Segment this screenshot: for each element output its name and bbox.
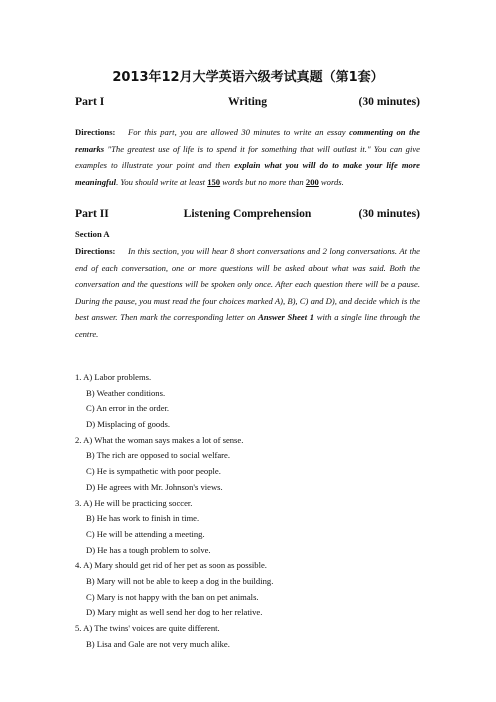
part1-directions	[75, 124, 420, 194]
dir2-text-b: with a single line through the centre.	[75, 312, 420, 339]
dir2-bold-a: Answer Sheet 1	[258, 312, 315, 323]
part1-directions-text	[75, 124, 420, 190]
option-a: A) Labor problems.	[83, 372, 152, 382]
question-number: 1.	[75, 372, 82, 382]
part1-time: (30 minutes)	[358, 95, 420, 108]
question-list	[75, 370, 420, 652]
option-a: A) He will be practicing soccer.	[83, 497, 193, 508]
question-2	[75, 433, 420, 496]
option-d: D) Mary might as well send her dog to her relative.	[86, 607, 263, 618]
dir2-text-a: In this section, you will hear 8 short conversations and 2 long conversations. At the end of each conversation, one or more questions will be asked about what was said. Both the conversation and the questions will be spoken only once. After each question there will be a pause. During the pause, you must read the four choices marked A), B), C) and D), and decide which is the best answer. Then mark the corresponding letter on	[75, 246, 420, 323]
question-5	[75, 621, 420, 652]
page-title: 2013年12月大学英语六级考试真题（第1套）	[112, 70, 384, 85]
part1-directions-label: Directions:	[75, 127, 116, 137]
part2-name: Part II	[75, 207, 109, 220]
dir1-bold-b: explain what you will do to make your life more meaningful	[75, 160, 421, 187]
option-a: A) The twins' voices are quite different.	[83, 623, 220, 633]
question-number: 4.	[75, 560, 82, 571]
question-3	[75, 496, 420, 559]
part2-time: (30 minutes)	[358, 207, 420, 220]
option-c: C) An error in the order.	[86, 403, 170, 414]
part2-heading: Listening Comprehension	[183, 207, 312, 220]
question-1	[75, 370, 420, 433]
question-number: 2.	[75, 434, 82, 445]
option-b: B) Mary will not be able to keep a dog in the building.	[86, 575, 274, 586]
dir1-text-d: words but no more than	[220, 176, 306, 187]
part2-header	[75, 207, 420, 223]
option-b: B) He has work to finish in time.	[86, 513, 200, 524]
option-a: A) What the woman says makes a lot of sense.	[83, 434, 244, 445]
option-b: B) Weather conditions.	[86, 387, 166, 398]
section-a-label: Section A	[75, 229, 110, 239]
part2-directions-text	[75, 243, 420, 343]
option-c: C) Mary is not happy with the ban on pet animals.	[86, 591, 259, 602]
option-c: C) He will be attending a meeting.	[86, 528, 205, 539]
option-d: D) He has a tough problem to solve.	[86, 544, 211, 555]
part1-heading: Writing	[227, 95, 268, 108]
part1-header	[75, 95, 420, 111]
option-b: B) The rich are opposed to social welfare.	[86, 450, 230, 461]
dir1-text-e: words.	[318, 176, 344, 187]
dir1-text-a: For this part, you are allowed 30 minutes to write an essay	[128, 127, 350, 137]
part2-directions-label: Directions:	[75, 246, 116, 256]
option-a: A) Mary should get rid of her pet as soon as possible.	[83, 560, 267, 571]
option-d: D) Misplacing of goods.	[86, 419, 171, 430]
dir1-text-c: . You should write at least	[116, 176, 208, 187]
question-number: 3.	[75, 497, 82, 508]
dir1-min-words: 150	[207, 176, 221, 187]
part1-name: Part I	[75, 95, 105, 108]
question-5-line-a	[75, 621, 420, 637]
question-4-line-a	[75, 558, 420, 574]
option-d: D) He agrees with Mr. Johnson's views.	[86, 481, 223, 492]
question-number: 5.	[75, 623, 82, 633]
question-1-line-a	[75, 370, 420, 386]
option-b: B) Lisa and Gale are not very much alike.	[86, 638, 230, 649]
dir1-text-b: "The greatest use of life is to spend it for something that will outlast it." You can give examples to illustrate your point and then	[75, 143, 420, 171]
question-4	[75, 558, 420, 621]
dir1-bold-a: commenting on the remarks	[75, 127, 420, 154]
question-3-line-a	[75, 496, 420, 512]
part2-directions	[75, 243, 420, 365]
dir1-max-words: 200	[305, 176, 319, 187]
question-2-line-a	[75, 433, 420, 449]
option-c: C) He is sympathetic with poor people.	[86, 466, 221, 477]
